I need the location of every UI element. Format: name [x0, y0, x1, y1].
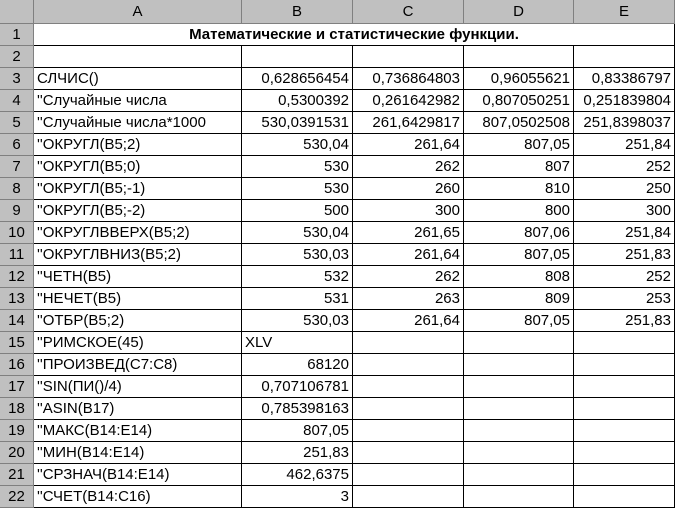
cell-b7[interactable]: 530: [242, 156, 353, 178]
cell-d5[interactable]: 807,0502508: [464, 112, 574, 134]
cell-c10[interactable]: 261,65: [353, 222, 464, 244]
row-header-16[interactable]: 16: [0, 354, 34, 376]
cell-e9[interactable]: 300: [574, 200, 675, 222]
cell-e15[interactable]: [574, 332, 675, 354]
cell-e11[interactable]: 251,83: [574, 244, 675, 266]
row-header-5[interactable]: 5: [0, 112, 34, 134]
cell-d16[interactable]: [464, 354, 574, 376]
cell-b17[interactable]: 0,707106781: [242, 376, 353, 398]
cell-b11[interactable]: 530,03: [242, 244, 353, 266]
cell-a21[interactable]: ''СРЗНАЧ(B14:E14): [34, 464, 242, 486]
cell-b3[interactable]: 0,628656454: [242, 68, 353, 90]
cell-c8[interactable]: 260: [353, 178, 464, 200]
column-header-e[interactable]: E: [574, 0, 675, 24]
cell-d20[interactable]: [464, 442, 574, 464]
cell-a3[interactable]: СЛЧИС(): [34, 68, 242, 90]
row-header-1[interactable]: 1: [0, 24, 34, 46]
cell-a20[interactable]: ''МИН(B14:E14): [34, 442, 242, 464]
cell-d21[interactable]: [464, 464, 574, 486]
cell-d7[interactable]: 807: [464, 156, 574, 178]
cell-e6[interactable]: 251,84: [574, 134, 675, 156]
cell-c6[interactable]: 261,64: [353, 134, 464, 156]
cell-b6[interactable]: 530,04: [242, 134, 353, 156]
cell-c15[interactable]: [353, 332, 464, 354]
cell-a5[interactable]: ''Случайные числа*1000: [34, 112, 242, 134]
cell-c3[interactable]: 0,736864803: [353, 68, 464, 90]
cell-e16[interactable]: [574, 354, 675, 376]
cell-a13[interactable]: ''НЕЧЕТ(B5): [34, 288, 242, 310]
cell-d8[interactable]: 810: [464, 178, 574, 200]
cell-a22[interactable]: ''СЧЕТ(B14:C16): [34, 486, 242, 508]
cell-a11[interactable]: ''ОКРУГЛВНИЗ(B5;2): [34, 244, 242, 266]
cell-d19[interactable]: [464, 420, 574, 442]
row-header-18[interactable]: 18: [0, 398, 34, 420]
cell-b16[interactable]: 68120: [242, 354, 353, 376]
cell-e7[interactable]: 252: [574, 156, 675, 178]
cell-c18[interactable]: [353, 398, 464, 420]
column-header-d[interactable]: D: [464, 0, 574, 24]
column-header-b[interactable]: B: [242, 0, 353, 24]
cell-e5[interactable]: 251,8398037: [574, 112, 675, 134]
cell-a15[interactable]: ''РИМСКОЕ(45): [34, 332, 242, 354]
cell-c9[interactable]: 300: [353, 200, 464, 222]
cell-e20[interactable]: [574, 442, 675, 464]
cell-e3[interactable]: 0,83386797: [574, 68, 675, 90]
cell-a10[interactable]: ''ОКРУГЛВВЕРХ(B5;2): [34, 222, 242, 244]
cell-c21[interactable]: [353, 464, 464, 486]
row-header-6[interactable]: 6: [0, 134, 34, 156]
cell-c16[interactable]: [353, 354, 464, 376]
cell-b8[interactable]: 530: [242, 178, 353, 200]
cell-b9[interactable]: 500: [242, 200, 353, 222]
cell-c19[interactable]: [353, 420, 464, 442]
column-header-c[interactable]: C: [353, 0, 464, 24]
cell-e2[interactable]: [574, 46, 675, 68]
sheet-title-cell[interactable]: Математические и статистические функции.: [34, 24, 675, 46]
cell-e21[interactable]: [574, 464, 675, 486]
cell-d18[interactable]: [464, 398, 574, 420]
cell-c7[interactable]: 262: [353, 156, 464, 178]
row-header-3[interactable]: 3: [0, 68, 34, 90]
row-header-21[interactable]: 21: [0, 464, 34, 486]
select-all-corner[interactable]: [0, 0, 34, 24]
cell-e8[interactable]: 250: [574, 178, 675, 200]
cell-b12[interactable]: 532: [242, 266, 353, 288]
cell-c2[interactable]: [353, 46, 464, 68]
cell-c11[interactable]: 261,64: [353, 244, 464, 266]
cell-e19[interactable]: [574, 420, 675, 442]
cell-b20[interactable]: 251,83: [242, 442, 353, 464]
cell-a6[interactable]: ''ОКРУГЛ(B5;2): [34, 134, 242, 156]
column-header-a[interactable]: A: [34, 0, 242, 24]
cell-e17[interactable]: [574, 376, 675, 398]
row-header-22[interactable]: 22: [0, 486, 34, 508]
row-header-7[interactable]: 7: [0, 156, 34, 178]
row-header-12[interactable]: 12: [0, 266, 34, 288]
cell-a9[interactable]: ''ОКРУГЛ(B5;-2): [34, 200, 242, 222]
cell-e12[interactable]: 252: [574, 266, 675, 288]
cell-b22[interactable]: 3: [242, 486, 353, 508]
cell-a17[interactable]: ''SIN(ПИ()/4): [34, 376, 242, 398]
row-header-14[interactable]: 14: [0, 310, 34, 332]
cell-d3[interactable]: 0,96055621: [464, 68, 574, 90]
cell-b18[interactable]: 0,785398163: [242, 398, 353, 420]
cell-c20[interactable]: [353, 442, 464, 464]
cell-c12[interactable]: 262: [353, 266, 464, 288]
cell-e10[interactable]: 251,84: [574, 222, 675, 244]
cell-d13[interactable]: 809: [464, 288, 574, 310]
cell-b4[interactable]: 0,5300392: [242, 90, 353, 112]
cell-a4[interactable]: ''Случайные числа: [34, 90, 242, 112]
cell-c5[interactable]: 261,6429817: [353, 112, 464, 134]
cell-a19[interactable]: ''МАКС(B14:E14): [34, 420, 242, 442]
cell-b15[interactable]: XLV: [242, 332, 353, 354]
cell-a2[interactable]: [34, 46, 242, 68]
row-header-10[interactable]: 10: [0, 222, 34, 244]
cell-b2[interactable]: [242, 46, 353, 68]
cell-d10[interactable]: 807,06: [464, 222, 574, 244]
cell-d9[interactable]: 800: [464, 200, 574, 222]
cell-e22[interactable]: [574, 486, 675, 508]
cell-c13[interactable]: 263: [353, 288, 464, 310]
cell-c22[interactable]: [353, 486, 464, 508]
row-header-19[interactable]: 19: [0, 420, 34, 442]
cell-b5[interactable]: 530,0391531: [242, 112, 353, 134]
cell-b21[interactable]: 462,6375: [242, 464, 353, 486]
cell-b14[interactable]: 530,03: [242, 310, 353, 332]
cell-c17[interactable]: [353, 376, 464, 398]
row-header-4[interactable]: 4: [0, 90, 34, 112]
cell-d11[interactable]: 807,05: [464, 244, 574, 266]
cell-e4[interactable]: 0,251839804: [574, 90, 675, 112]
row-header-15[interactable]: 15: [0, 332, 34, 354]
row-header-9[interactable]: 9: [0, 200, 34, 222]
cell-b13[interactable]: 531: [242, 288, 353, 310]
cell-b10[interactable]: 530,04: [242, 222, 353, 244]
cell-c4[interactable]: 0,261642982: [353, 90, 464, 112]
cell-a16[interactable]: ''ПРОИЗВЕД(C7:C8): [34, 354, 242, 376]
cell-d17[interactable]: [464, 376, 574, 398]
cell-a14[interactable]: ''ОТБР(B5;2): [34, 310, 242, 332]
row-header-20[interactable]: 20: [0, 442, 34, 464]
row-header-13[interactable]: 13: [0, 288, 34, 310]
cell-d12[interactable]: 808: [464, 266, 574, 288]
cell-d4[interactable]: 0,807050251: [464, 90, 574, 112]
row-header-11[interactable]: 11: [0, 244, 34, 266]
cell-e13[interactable]: 253: [574, 288, 675, 310]
row-header-8[interactable]: 8: [0, 178, 34, 200]
cell-a18[interactable]: ''ASIN(B17): [34, 398, 242, 420]
row-header-2[interactable]: 2: [0, 46, 34, 68]
cell-d2[interactable]: [464, 46, 574, 68]
cell-a7[interactable]: ''ОКРУГЛ(B5;0): [34, 156, 242, 178]
cell-a8[interactable]: ''ОКРУГЛ(B5;-1): [34, 178, 242, 200]
cell-b19[interactable]: 807,05: [242, 420, 353, 442]
row-header-17[interactable]: 17: [0, 376, 34, 398]
cell-d14[interactable]: 807,05: [464, 310, 574, 332]
cell-d15[interactable]: [464, 332, 574, 354]
cell-c14[interactable]: 261,64: [353, 310, 464, 332]
cell-e14[interactable]: 251,83: [574, 310, 675, 332]
cell-d22[interactable]: [464, 486, 574, 508]
cell-e18[interactable]: [574, 398, 675, 420]
cell-d6[interactable]: 807,05: [464, 134, 574, 156]
cell-a12[interactable]: ''ЧЕТН(B5): [34, 266, 242, 288]
